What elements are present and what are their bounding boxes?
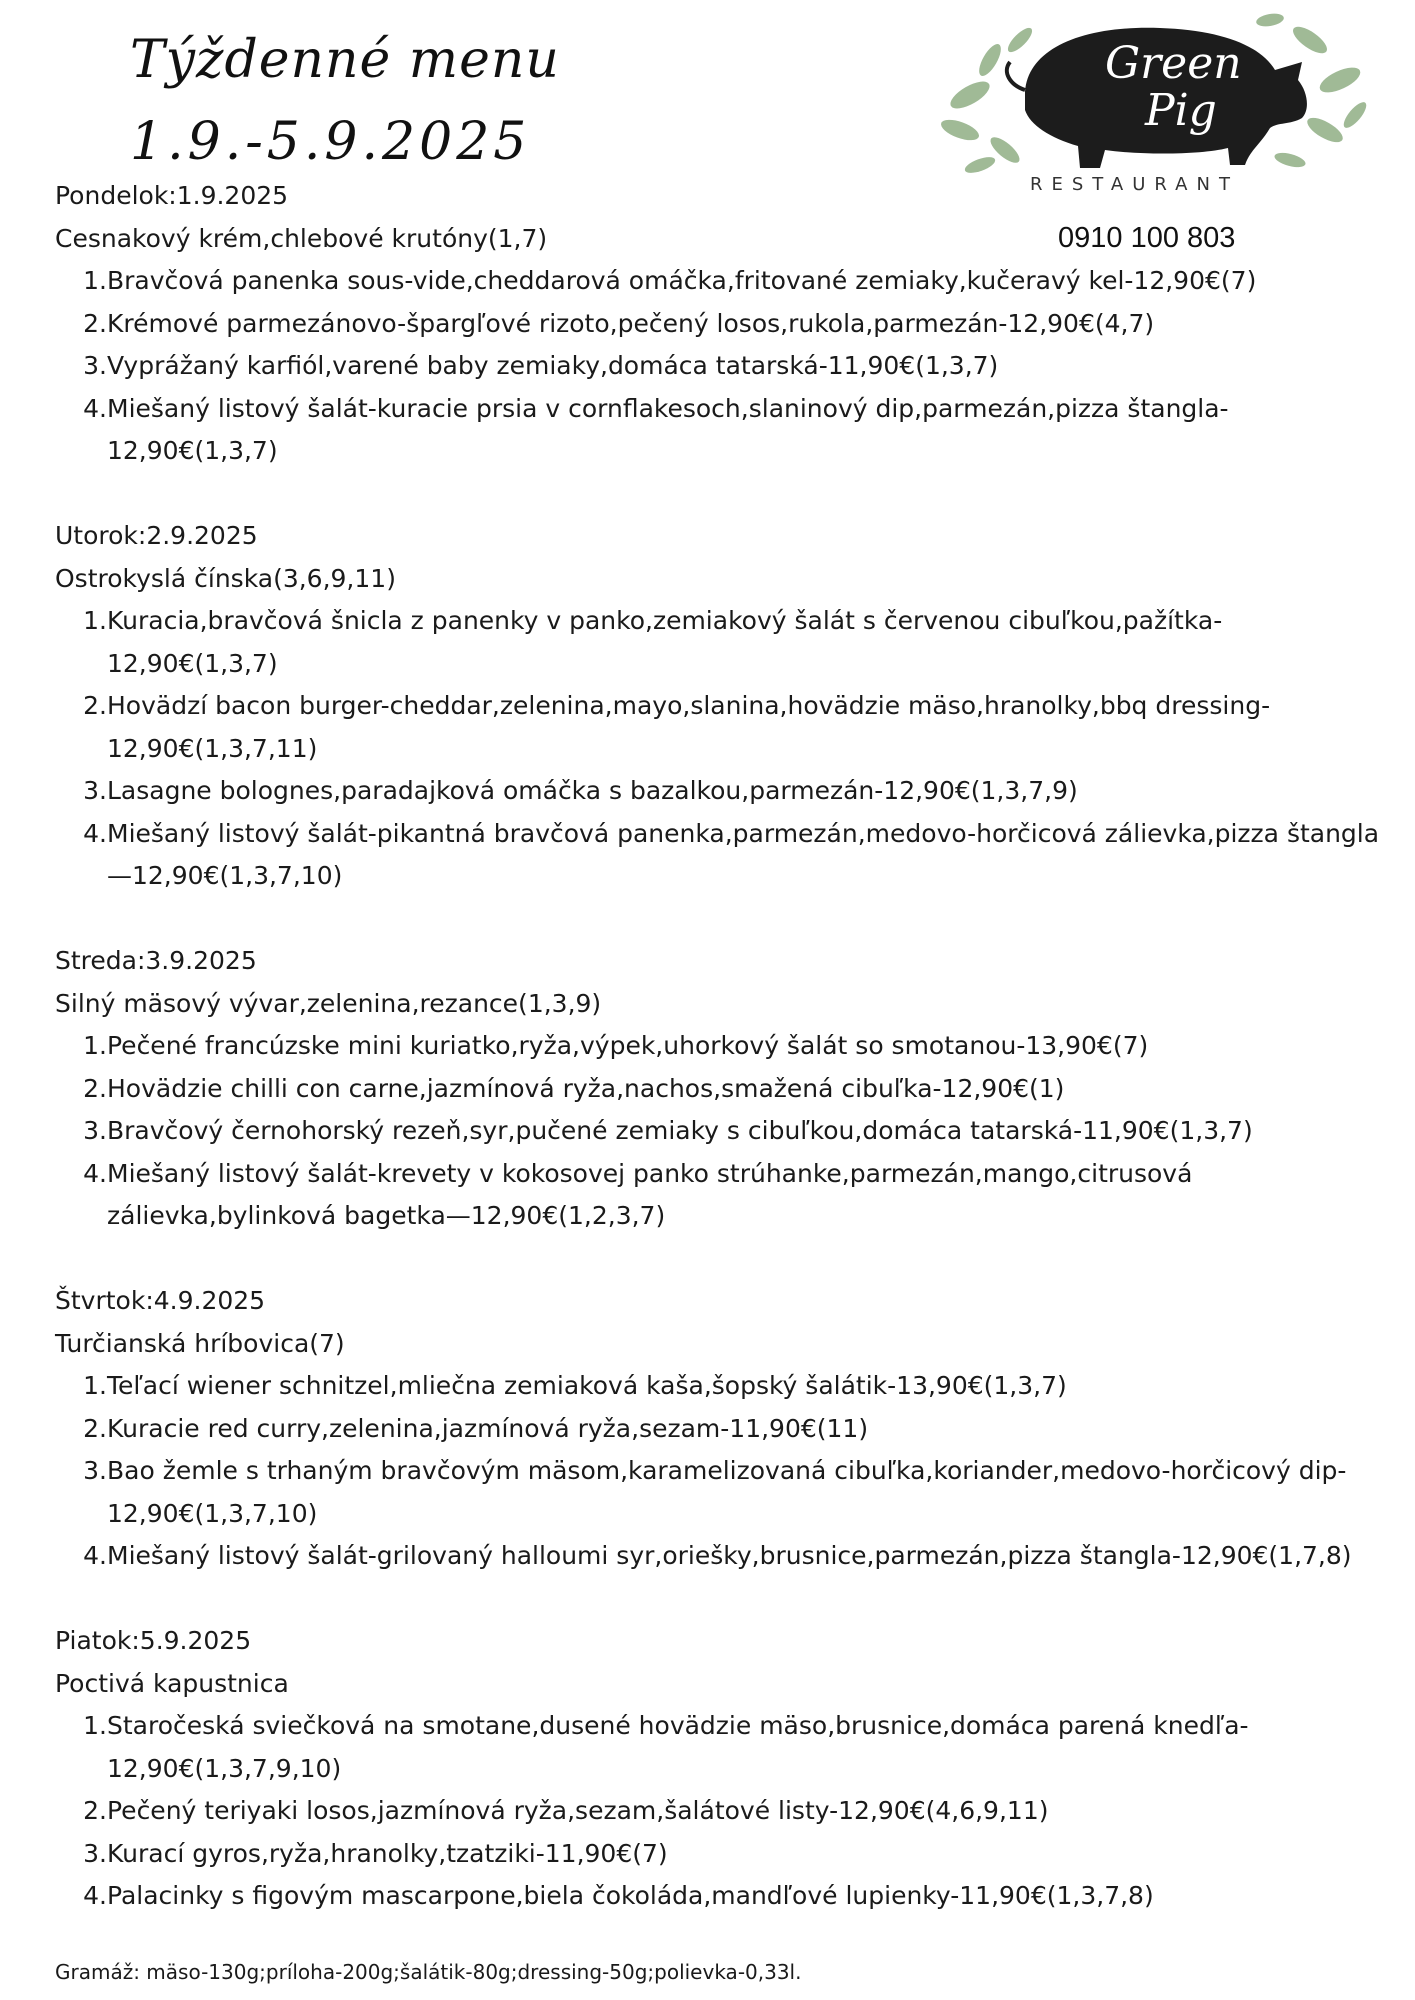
dish-item <box>55 1833 1385 1876</box>
dish-item <box>55 1705 1385 1790</box>
day-thursday <box>55 1280 1385 1578</box>
dish-text: Kuracia,bravčová šnicla z panenky v panko,zemiakový šalát s červenou cibuľkou,pažítka-12,90€(1,3,7) <box>107 606 1223 678</box>
dish-number: 3. <box>83 1116 107 1145</box>
dish-item <box>55 813 1385 898</box>
dish-item <box>55 388 1385 473</box>
dish-text: Miešaný listový šalát-pikantná bravčová panenka,parmezán,medovo-horčicová zálievka,pizza štangla—12,90€(1,3,7,10) <box>107 818 1380 890</box>
dish-item <box>55 770 1385 813</box>
dish-number: 2. <box>83 1073 107 1103</box>
dish-text: Hovädzie chilli con carne,jazmínová ryža,nachos,smažená cibuľka-12,90€(1) <box>107 1073 1065 1103</box>
day-friday <box>55 1620 1385 1918</box>
day-title: Štvrtok:4.9.2025 <box>55 1286 266 1315</box>
menu-dates: 1.9.-5.9.2025 <box>130 112 531 172</box>
green-pig-logo <box>930 0 1380 200</box>
menu-content <box>55 175 1385 1960</box>
soup: Turčianská hríbovica(7) <box>55 1328 345 1358</box>
dish-number: 4. <box>83 1881 107 1910</box>
dish-text: Hovädzí bacon burger-cheddar,zelenina,mayo,slanina,hovädzie mäso,hranolky,bbq dressing-12,90€(1,3,7,11) <box>107 691 1271 763</box>
dish-text: Bao žemle s trhaným bravčovým mäsom,karamelizovaná cibuľka,koriander,medovo-horčicový dip-12,90€(1,3,7,10) <box>107 1456 1347 1528</box>
dish-item <box>55 345 1385 388</box>
dish-item <box>55 600 1385 685</box>
logo-text-pig: Pig <box>1145 85 1217 136</box>
dish-number: 1. <box>83 1031 107 1060</box>
dish-number: 4. <box>83 1541 107 1570</box>
dish-item <box>55 1153 1385 1238</box>
dish-number: 3. <box>83 776 107 805</box>
soup: Ostrokyslá čínska(3,6,9,11) <box>55 563 396 593</box>
dish-item <box>55 1025 1385 1068</box>
day-title: Streda:3.9.2025 <box>55 946 257 975</box>
soup: Cesnakový krém,chlebové krutóny(1,7) <box>55 223 548 253</box>
dish-item <box>55 685 1385 770</box>
menu-title: Týždenné menu <box>130 30 560 90</box>
dish-item <box>55 1450 1385 1535</box>
dish-text: Pečené francúzske mini kuriatko,ryža,výpek,uhorkový šalát so smotanou-13,90€(7) <box>107 1031 1149 1060</box>
dish-number: 2. <box>83 1413 107 1443</box>
day-title: Piatok:5.9.2025 <box>55 1626 252 1655</box>
dish-item <box>55 260 1385 303</box>
day-title: Utorok:2.9.2025 <box>55 521 258 550</box>
logo-text-restaurant: RESTAURANT <box>1030 174 1239 195</box>
dish-item <box>55 1068 1385 1111</box>
dish-number: 2. <box>83 308 107 338</box>
dish-number: 4. <box>83 818 107 848</box>
dish-item <box>55 1790 1385 1833</box>
dish-number: 1. <box>83 606 107 635</box>
dish-text: Kurací gyros,ryža,hranolky,tzatziki-11,90€(7) <box>107 1838 668 1868</box>
dish-item <box>55 1365 1385 1408</box>
dish-number: 1. <box>83 1371 107 1400</box>
dish-text: Krémové parmezánovo-špargľové rizoto,pečený losos,rukola,parmezán-12,90€(4,7) <box>107 308 1155 338</box>
day-wednesday <box>55 940 1385 1238</box>
dish-number: 2. <box>83 691 107 720</box>
logo-text-green: Green <box>1105 38 1242 89</box>
dish-item <box>55 1875 1385 1918</box>
dish-text: Miešaný listový šalát-kuracie prsia v cornflakesoch,slaninový dip,parmezán,pizza štangla-12,90€(1,3,7) <box>107 393 1229 465</box>
dish-number: 1. <box>83 1711 107 1740</box>
dish-number: 3. <box>83 351 107 380</box>
dish-number: 4. <box>83 1158 107 1188</box>
dish-number: 3. <box>83 1456 107 1485</box>
dish-item <box>55 1110 1385 1153</box>
dish-text: Teľací wiener schnitzel,mliečna zemiaková kaša,šopský šalátik-13,90€(1,3,7) <box>107 1371 1067 1400</box>
day-title: Pondelok:1.9.2025 <box>55 181 289 210</box>
dish-text: Bravčový černohorský rezeň,syr,pučené zemiaky s cibuľkou,domáca tatarská-11,90€(1,3,7) <box>107 1116 1253 1145</box>
dish-text: Pečený teriyaki losos,jazmínová ryža,sezam,šalátové listy-12,90€(4,6,9,11) <box>107 1796 1049 1825</box>
soup: Silný mäsový vývar,zelenina,rezance(1,3,9) <box>55 988 602 1018</box>
soup: Poctivá kapustnica <box>55 1668 289 1698</box>
dish-text: Kuracie red curry,zelenina,jazmínová ryža,sezam-11,90€(11) <box>107 1413 869 1443</box>
dish-number: 2. <box>83 1796 107 1825</box>
day-monday <box>55 175 1385 473</box>
dish-text: Palacinky s figovým mascarpone,biela čokoláda,mandľové lupienky-11,90€(1,3,7,8) <box>107 1881 1154 1910</box>
dish-item <box>55 1408 1385 1451</box>
phone-number: 0910 100 803 <box>1058 222 1236 254</box>
dish-text: Vyprážaný karfiól,varené baby zemiaky,domáca tatarská-11,90€(1,3,7) <box>107 351 999 380</box>
dish-number: 4. <box>83 393 107 423</box>
dish-text: Miešaný listový šalát-grilovaný halloumi syr,oriešky,brusnice,parmezán,pizza štangla-12,90€(1,7,8) <box>107 1541 1352 1570</box>
dish-number: 3. <box>83 1838 107 1868</box>
dish-number: 1. <box>83 266 107 295</box>
weight-info-footer: Gramáž: mäso-130g;príloha-200g;šalátik-80g;dressing-50g;polievka-0,33l. <box>55 1960 802 1984</box>
dish-text: Bravčová panenka sous-vide,cheddarová omáčka,fritované zemiaky,kučeravý kel-12,90€(7) <box>107 266 1257 295</box>
dish-text: Staročeská sviečková na smotane,dusené hovädzie mäso,brusnice,domáca parená knedľa-12,90€(1,3,7,9,10) <box>107 1711 1249 1783</box>
dish-item <box>55 1535 1385 1578</box>
dish-text: Lasagne bolognes,paradajková omáčka s bazalkou,parmezán-12,90€(1,3,7,9) <box>107 776 1078 805</box>
day-tuesday <box>55 515 1385 898</box>
dish-item <box>55 303 1385 346</box>
dish-text: Miešaný listový šalát-krevety v kokosovej panko strúhanke,parmezán,mango,citrusová zálievka,bylinková bagetka—12,90€(1,2,3,7) <box>107 1158 1193 1230</box>
